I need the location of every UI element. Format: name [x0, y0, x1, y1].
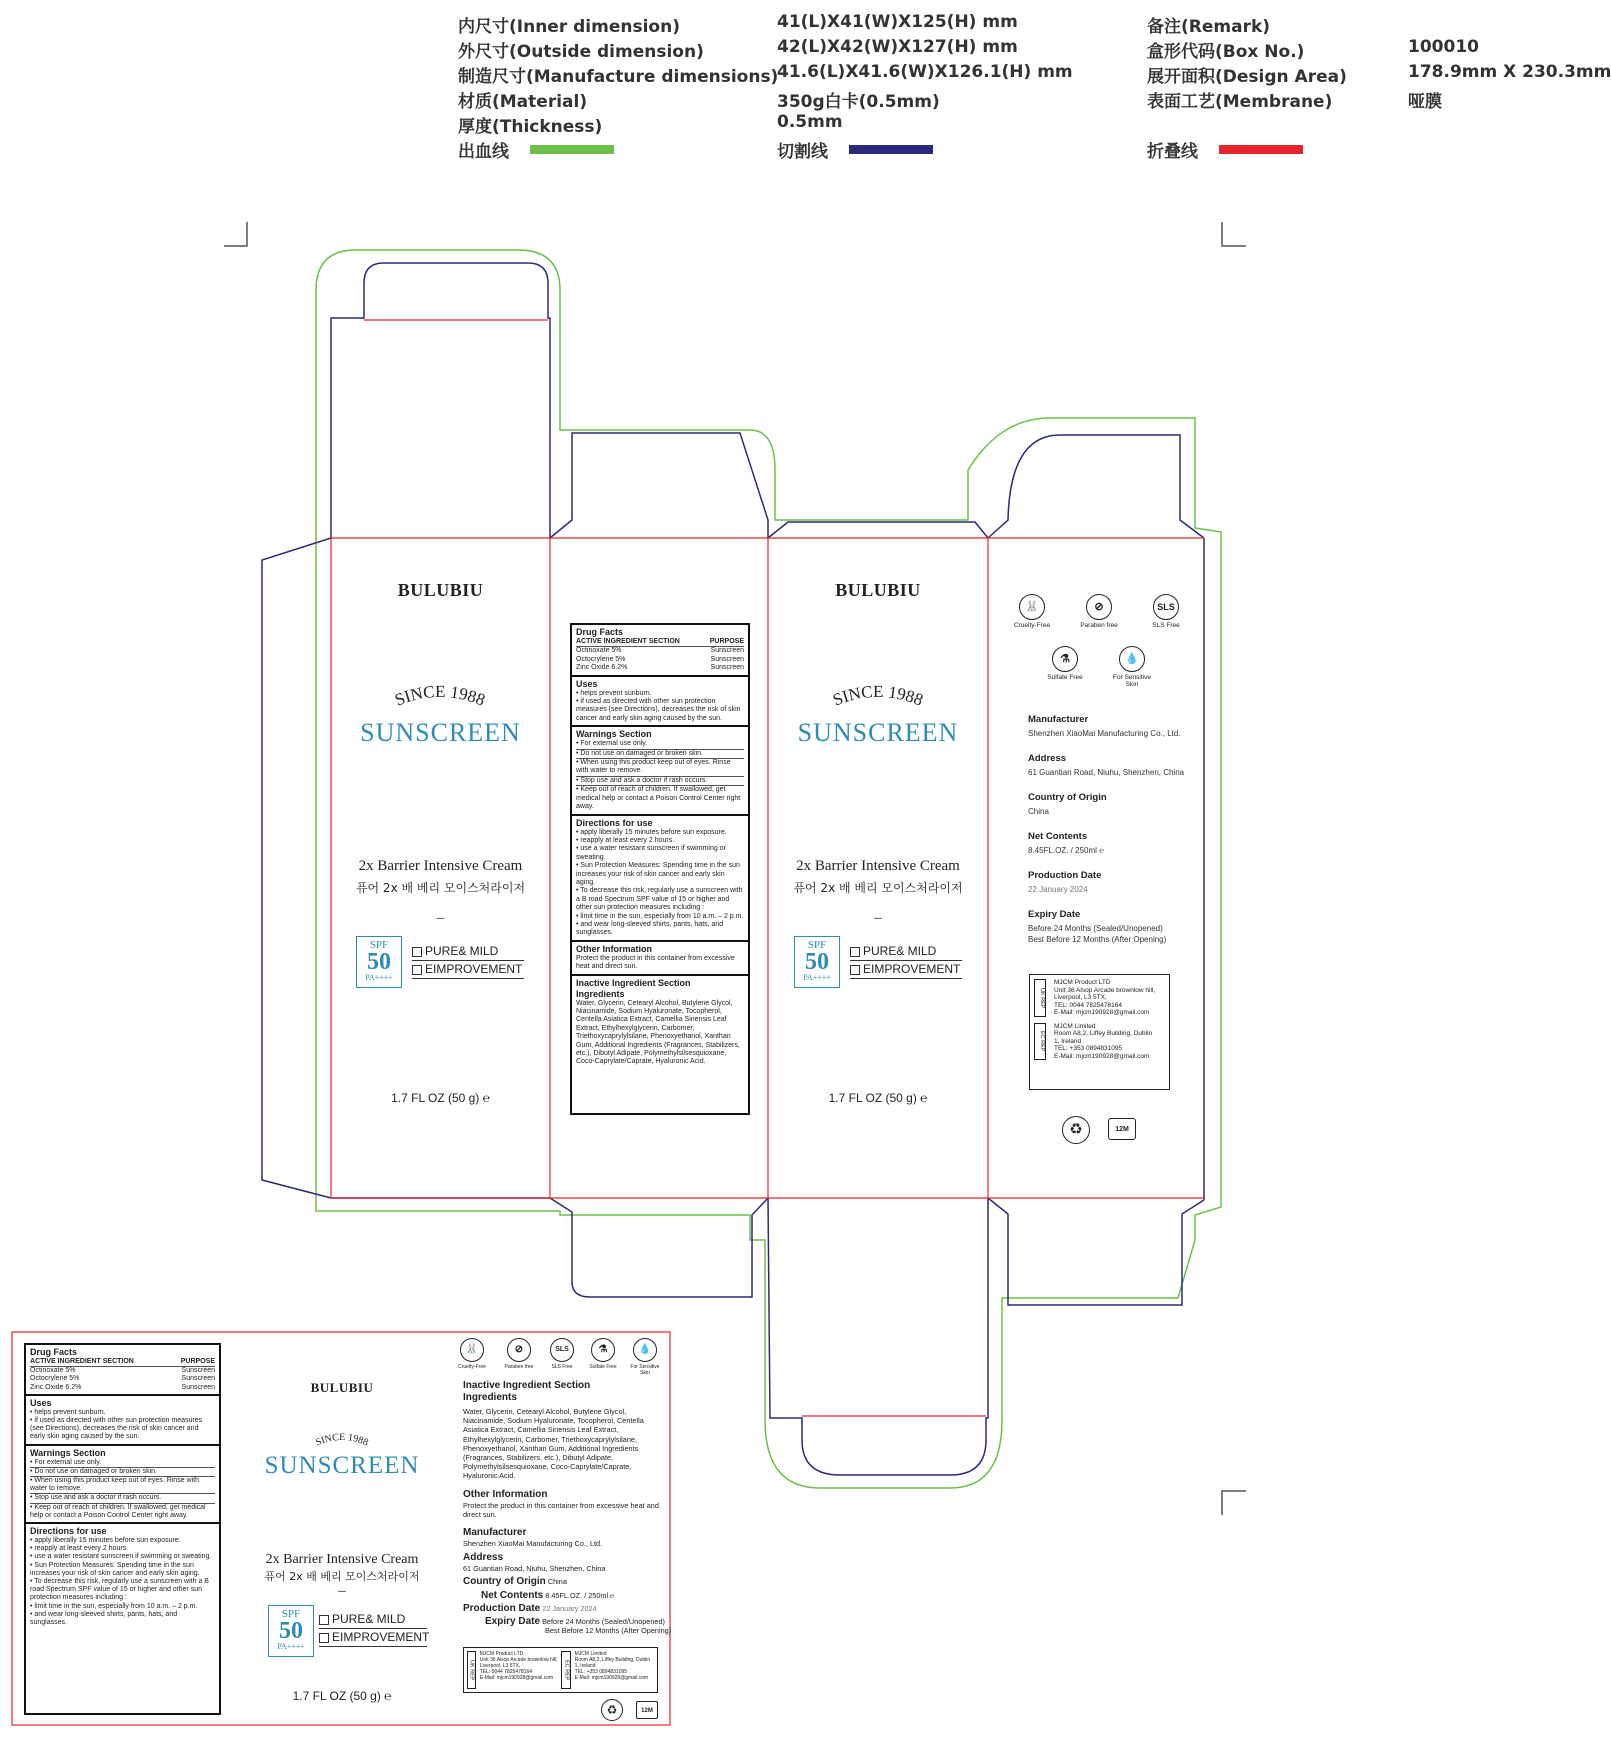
purpose-header: PURPOSE [180, 1358, 215, 1365]
spf-label: SPF [369, 939, 389, 951]
spf-number: 50 [805, 949, 829, 975]
drug-facts-title: Drug Facts [30, 1347, 78, 1357]
spec-manufacture-value: 41.6(L)X41.6(W)X126.1(H) mm [777, 62, 1073, 82]
sulfate-free-badge [1040, 646, 1090, 681]
uk-rep-line-2: Unit 36 Alsop Arcade brownlow hill, Liverpool, L3 5TX, [479, 1657, 558, 1669]
direction-7: • and wear long-sleeved shirts, pants, hats, and sunglasses. [30, 1610, 178, 1627]
spec-outside-label: 外尺寸(Outside dimension) [458, 42, 704, 62]
spec-cut-label: 切割线 [777, 142, 828, 162]
ingredients-text: Water, Glycerin, Cetearyl Alcohol, Butylene Glycol, Niacinamide, Sodium Hyaluronate, Tocopherol, Centella Asiatica Extract, Camellia Sinensis Leaf Extract, Ethylhexylglycerin, Carbomer, Triethoxycaprylylsilane, Phenoxyethanol, Xanthan Gum, Additional Ingredients (Fragrances, Stabilizers, etc.), Dibutyl Adipate, Polymethylsilsesquioxane, Coco-Caprylate/Caprate, Hyaluronic Acid. [463, 1407, 644, 1481]
ec-rep-line-3: TEL: +353 0894831095 [574, 1669, 628, 1675]
since-arc-2: SINCE 1988 [830, 681, 926, 710]
active-3: Zinc Oxide 6.2% [30, 1383, 82, 1391]
ingredients-title: Ingredients [576, 988, 625, 999]
direction-7: • and wear long-sleeved shirts, pants, hats, and sunglasses. [576, 920, 724, 937]
purpose-1: Sunscreen [710, 647, 744, 655]
paraben-free-badge-preview [499, 1338, 539, 1370]
spec-thickness-value: 0.5mm [777, 112, 843, 132]
paraben-free-label: Paraben free [1080, 622, 1118, 629]
other-info-title: Other Information [576, 943, 652, 954]
use-1: • helps prevent sunburn. [576, 689, 652, 697]
sls-free-label: SLS Free [551, 1364, 573, 1370]
spec-manufacture-label: 制造尺寸(Manufacture dimensions) [458, 67, 779, 87]
spf-label: SPF [807, 939, 827, 951]
purpose-3: Sunscreen [181, 1383, 215, 1391]
product-name-kr-panel-3: 퓨어 2x 배 베리 모이스처라이저 [793, 881, 963, 895]
net-weight-panel-1: 1.7 FL OZ (50 g) ℮ [391, 1091, 490, 1105]
claim-pure-mild: PURE& MILD [412, 943, 524, 961]
spf-badge-panel-1 [356, 936, 402, 988]
origin-label: Country of Origin [1028, 792, 1107, 803]
net-contents-value: 8.45FL.OZ. / 250ml ℮ [1028, 846, 1104, 855]
dash-preview: – [338, 1583, 346, 1599]
net-contents-value: 8.45FL.OZ. / 250ml ℮ [545, 1590, 615, 1600]
product-info-block [1028, 705, 1184, 945]
spec-box-no-value: 100010 [1408, 37, 1479, 57]
drug-facts-box [570, 623, 750, 1115]
warning-4: • Stop use and ask a doctor if rash occurs. [30, 1494, 215, 1503]
spf-number: 50 [279, 1618, 303, 1644]
directions-title: Directions for use [30, 1526, 107, 1537]
direction-3: • use a water resistant sunscreen if swimming or sweating. [576, 845, 726, 861]
spec-remark-label: 备注(Remark) [1147, 17, 1271, 37]
sensitive-skin-label: For Sensitive Skin [630, 1364, 660, 1376]
spec-inner-label: 内尺寸(Inner dimension) [458, 17, 680, 37]
cruelty-free-badge-preview [452, 1338, 492, 1370]
uk-rep-tag: UK REP [467, 1651, 476, 1689]
warning-2: • Do not use on damaged or broken skin. [576, 750, 744, 759]
bunny-icon: 🐰 [1019, 594, 1045, 620]
spf-label: SPF [281, 1608, 301, 1620]
recycle-icon: ♻ [1062, 1116, 1090, 1144]
production-date-value: 22 January 2024 [1028, 885, 1088, 894]
origin-value: China [1028, 807, 1049, 816]
purpose-2: Sunscreen [181, 1375, 215, 1383]
cruelty-free-badge [1007, 594, 1057, 629]
net-weight-panel-3: 1.7 FL OZ (50 g) ℮ [828, 1091, 928, 1105]
manufacturer-value: Shenzhen XiaoMai Manufacturing Co., Ltd. [1028, 729, 1181, 738]
warning-5: • Keep out of reach of children. If swallowed, get medical help or contact a Poison Control Center right away. [576, 786, 741, 811]
other-info-title: Other Information [463, 1488, 548, 1500]
brand-preview: BULUBIU [310, 1380, 374, 1395]
expiry-opened: Best Before 12 Months (After Opening) [545, 1626, 672, 1636]
ec-rep-line-4: E-Mail: mjcm190928@gmail.com [574, 1675, 649, 1681]
uk-rep-line-4: E-Mail: mjcm190928@gmail.com [479, 1675, 554, 1681]
warnings-title: Warnings Section [30, 1447, 106, 1458]
ec-rep-line-3: TEL: +353 0894831095 [1054, 1045, 1123, 1052]
expiry-label: Expiry Date [485, 1616, 541, 1628]
direction-1: • apply liberally 15 minutes before sun exposure. [576, 828, 727, 836]
direction-5: • To decrease this risk, regularly use a sunscreen with a B road Spectrum SPF value of 15 or higher and other sun protection measures including : [30, 1578, 209, 1602]
direction-2: • reapply at least every 2 hours. [576, 836, 675, 844]
ec-rep-tag: EC REP [561, 1651, 571, 1689]
inactive-title: Inactive Ingredient Section [463, 1380, 591, 1391]
production-date-label: Production Date [1028, 870, 1102, 881]
spec-design-area-label: 展开面积(Design Area) [1147, 67, 1347, 87]
origin-label: Country of Origin [463, 1576, 546, 1588]
ec-rep-block [1034, 1023, 1165, 1061]
dash-panel-3: – [874, 910, 882, 926]
purpose-1: Sunscreen [181, 1367, 215, 1375]
warning-1: • For external use only. [30, 1459, 215, 1468]
sunscreen-preview: SUNSCREEN [264, 1452, 420, 1479]
spec-box-no-label: 盒形代码(Box No.) [1147, 42, 1305, 62]
claim-improvement: EIMPROVEMENT [850, 961, 962, 979]
claim-pure-mild: PURE& MILD [850, 943, 962, 961]
active-1: Octinoxate 5% [30, 1367, 76, 1375]
uk-rep-line-4: E-Mail: mjcm190928@gmail.com [1054, 1009, 1150, 1016]
active-2: Octocrylene 5% [576, 655, 626, 663]
cruelty-free-label: Cruelty-Free [1013, 622, 1051, 629]
claims-panel-1 [412, 943, 524, 979]
paraben-crossed-icon: ⊘ [1086, 594, 1112, 620]
sls-free-label: SLS Free [1152, 622, 1180, 629]
sensitive-skin-label: For Sensitive Skin [1113, 674, 1151, 688]
spec-fold-label: 折叠线 [1147, 142, 1198, 162]
purpose-header: PURPOSE [709, 638, 744, 645]
product-name-kr-preview: 퓨어 2x 배 베리 모이스처라이저 [264, 1570, 420, 1583]
ingredients-title: Ingredients [463, 1392, 517, 1403]
paraben-free-label: Paraben free [504, 1364, 534, 1370]
ec-rep-line-1: MJCM Limited [574, 1651, 607, 1657]
claims-preview [319, 1611, 430, 1647]
uk-rep-line-2: Unit 36 Alsop Arcade brownlow hill, Liverpool, L3 5TX, [1054, 986, 1156, 1001]
paraben-crossed-icon: ⊘ [507, 1338, 531, 1362]
ec-rep-tag: EC REP [1034, 1023, 1046, 1061]
ec-rep-line-2: Room A8,2, Liffey Building, Dublin 1, Ireland [574, 1657, 651, 1669]
uk-rep-line-1: MJCM Product LTD [1054, 979, 1111, 986]
flask-crossed-icon: ⚗ [1052, 646, 1078, 672]
preview-info-block [463, 1380, 672, 1636]
purpose-3: Sunscreen [710, 664, 744, 672]
warnings-title: Warnings Section [576, 729, 652, 740]
dash-panel-1: – [436, 910, 445, 926]
spec-inner-value: 41(L)X41(W)X125(H) mm [777, 12, 1018, 32]
active-2: Octocrylene 5% [30, 1375, 80, 1383]
drop-icon: 💧 [1119, 646, 1145, 672]
spec-membrane-value: 哑膜 [1408, 92, 1442, 112]
brand-panel-3: BULUBIU [835, 580, 921, 600]
sulfate-free-label: Sulfate Free [589, 1364, 617, 1370]
pao-12m-icon-preview: 12M [636, 1701, 658, 1719]
uses-title: Uses [576, 678, 598, 689]
sensitive-skin-badge [1107, 646, 1157, 688]
active-1: Octinoxate 5% [576, 647, 622, 655]
sls-free-badge [1141, 594, 1191, 629]
ingredients-text: Water, Glycerin, Cetearyl Alcohol, Butylene Glycol, Niacinamide, Sodium Hyaluronate, Tocopherol, Centella Asiatica Extract, Camellia Sinensis Leaf Extract, Ethylhexylglycerin, Carbomer, Triethoxycaprylylsilane, Phenoxyethanol, Xanthan Gum, Additional Ingredients (Fragrances, Stabilizers, etc.), Dibutyl Adipate, Polymethylsilsesquioxane, Coco-Caprylate/Caprate, Hyaluronic Acid. [576, 999, 740, 1066]
direction-5: • To decrease this risk, regularly use a sunscreen with a B road Spectrum SPF value of 15 or higher and other sun protection measures including : [576, 887, 743, 912]
product-name-kr-panel-1: 퓨어 2x 배 베리 모이스처라이저 [355, 881, 526, 895]
use-1: • helps prevent sunburn. [30, 1408, 106, 1416]
address-value: 61 Guantian Road, Niuhu, Shenzhen, China [463, 1564, 606, 1574]
sulfate-free-label: Sulfate Free [1047, 674, 1083, 681]
sls-free-badge-preview [542, 1338, 582, 1370]
spec-bleed-label: 出血线 [458, 142, 509, 162]
claim-pure-mild: PURE& MILD [319, 1611, 427, 1629]
uk-rep-line-1: MJCM Product LTD [479, 1651, 524, 1657]
spec-design-area-value: 178.9mm X 230.3mm [1408, 62, 1611, 82]
use-2: • if used as directed with other sun protection measures (see Directions), decreases the risk of skin cancer and early skin aging caused by the sun. [30, 1417, 203, 1441]
direction-6: • limit time in the sun, especially from 10 a.m. – 2 p.m. [576, 912, 744, 920]
spec-thickness-label: 厚度(Thickness) [458, 117, 603, 137]
warning-3: • When using this product keep out of eyes. Rinse with water to remove. [30, 1477, 215, 1494]
drop-icon: 💧 [633, 1338, 657, 1362]
spf-number: 50 [367, 949, 391, 975]
directions-title: Directions for use [576, 817, 653, 828]
active-3: Zinc Oxide 6.2% [576, 664, 628, 672]
sensitive-skin-badge-preview [625, 1338, 665, 1376]
direction-4: • Sun Protection Measures: Spending time in the sun increases your risk of skin cancer and early skin aging. [576, 862, 740, 886]
bunny-icon: 🐰 [460, 1338, 484, 1362]
spf-badge-preview [268, 1605, 314, 1657]
uses-title: Uses [30, 1397, 52, 1408]
net-contents-label: Net Contents [481, 1589, 544, 1601]
paraben-free-badge [1074, 594, 1124, 629]
recycle-icon-preview: ♻ [601, 1699, 623, 1721]
inactive-title: Inactive Ingredient Section [576, 977, 691, 988]
rep-box-preview [463, 1647, 658, 1693]
warning-1: • For external use only. [576, 740, 744, 749]
net-weight-preview: 1.7 FL OZ (50 g) ℮ [292, 1689, 392, 1703]
uk-rep-block [1034, 979, 1165, 1017]
flask-crossed-icon: ⚗ [591, 1338, 615, 1362]
ec-rep-block [561, 1651, 655, 1689]
uk-rep-line-3: TEL: 0044 7825478164 [479, 1669, 533, 1675]
direction-6: • limit time in the sun, especially from 10 a.m. – 2 p.m. [30, 1602, 198, 1610]
direction-1: • apply liberally 15 minutes before sun exposure. [30, 1537, 181, 1545]
since-arc-3: SINCE 1988 [314, 1431, 370, 1449]
warning-4: • Stop use and ask a doctor if rash occurs. [576, 777, 744, 786]
uk-rep-tag: UK REP [1034, 979, 1046, 1017]
production-date-label: Production Date [463, 1602, 541, 1614]
sunscreen-panel-3: SUNSCREEN [797, 718, 959, 747]
expiry-label: Expiry Date [1028, 909, 1081, 920]
claim-improvement: EIMPROVEMENT [412, 961, 524, 979]
product-name-en-preview: 2x Barrier Intensive Cream [265, 1552, 419, 1567]
manufacturer-value: Shenzhen XiaoMai Manufacturing Co., Ltd. [463, 1539, 603, 1549]
ec-rep-line-2: Room A8,2, Liffey Building, Dublin 1, Ireland [1054, 1030, 1153, 1045]
spec-membrane-label: 表面工艺(Membrane) [1147, 92, 1333, 112]
sulfate-free-badge-preview [583, 1338, 623, 1370]
since-arc-1: SINCE 1988 [392, 681, 488, 710]
product-name-en-panel-3: 2x Barrier Intensive Cream [796, 858, 960, 874]
address-label: Address [463, 1552, 504, 1564]
cruelty-free-label: Cruelty-Free [458, 1364, 486, 1370]
sls-crossed-icon: SLS [1153, 594, 1179, 620]
drug-facts-title: Drug Facts [576, 627, 624, 637]
address-label: Address [1028, 753, 1067, 764]
warning-5: • Keep out of reach of children. If swallowed, get medical help or contact a Poison Control Center right away. [30, 1503, 206, 1519]
pao-12m-icon: 12M [1108, 1118, 1136, 1140]
other-info-text: Protect the product in this container from excessive heat and direct sun. [576, 954, 735, 971]
use-2: • if used as directed with other sun protection measures (see Directions), decreases the risk of skin cancer and early skin aging caused by the sun. [576, 698, 741, 722]
manufacturer-label: Manufacturer [463, 1527, 527, 1539]
spec-material-value: 350g白卡(0.5mm) [777, 92, 940, 112]
product-name-en-panel-1: 2x Barrier Intensive Cream [358, 858, 523, 874]
brand-panel-1: BULUBIU [397, 580, 484, 600]
warning-3: • When using this product keep out of eyes. Rinse with water to remove. [576, 759, 744, 777]
manufacturer-label: Manufacturer [1028, 714, 1089, 725]
drug-facts-box-preview [24, 1343, 221, 1715]
purpose-2: Sunscreen [710, 655, 744, 663]
spf-pa: PA++++ [803, 973, 831, 982]
uk-rep-block [467, 1651, 561, 1689]
expiry-sealed: Before 24 Months (Sealed/Unopened) [1028, 924, 1163, 933]
address-value: 61 Guantian Road, Niuhu, Shenzhen, China [1028, 768, 1185, 777]
other-info-text: Protect the product in this container from excessive heat and direct sun. [463, 1500, 659, 1519]
net-contents-label: Net Contents [1028, 831, 1088, 842]
direction-4: • Sun Protection Measures: Spending time in the sun increases your risk of skin cancer and early skin aging. [30, 1561, 200, 1577]
active-header: ACTIVE INGREDIENT SECTION [30, 1358, 134, 1365]
ec-rep-line-4: E-Mail: mjcm190928@gmail.com [1054, 1052, 1150, 1060]
active-header: ACTIVE INGREDIENT SECTION [576, 638, 680, 645]
sunscreen-panel-1: SUNSCREEN [360, 718, 521, 747]
expiry-sealed: Before 24 Months (Sealed/Unopened) [542, 1617, 665, 1627]
uk-rep-line-3: TEL: 0044 7825478164 [1054, 1001, 1122, 1009]
spf-pa: PA++++ [277, 1642, 305, 1651]
ec-rep-line-1: MJCM Limited [1054, 1022, 1096, 1030]
claims-panel-3 [850, 943, 962, 979]
claim-improvement: EIMPROVEMENT [319, 1629, 427, 1647]
production-date-value: 22 January 2024 [542, 1603, 597, 1613]
origin-value: China [547, 1577, 567, 1587]
expiry-opened: Best Before 12 Months (After Opening) [1028, 935, 1167, 944]
spec-material-label: 材质(Material) [458, 92, 588, 112]
sls-crossed-icon: SLS [550, 1338, 574, 1362]
direction-3: • use a water resistant sunscreen if swimming or sweating. [30, 1553, 212, 1561]
spf-pa: PA++++ [365, 973, 393, 982]
rep-box-panel-4 [1029, 974, 1170, 1090]
spec-outside-value: 42(L)X42(W)X127(H) mm [777, 37, 1018, 57]
direction-2: • reapply at least every 2 hours. [30, 1545, 129, 1553]
warning-2: • Do not use on damaged or broken skin. [30, 1468, 215, 1477]
spf-badge-panel-3 [794, 936, 840, 988]
